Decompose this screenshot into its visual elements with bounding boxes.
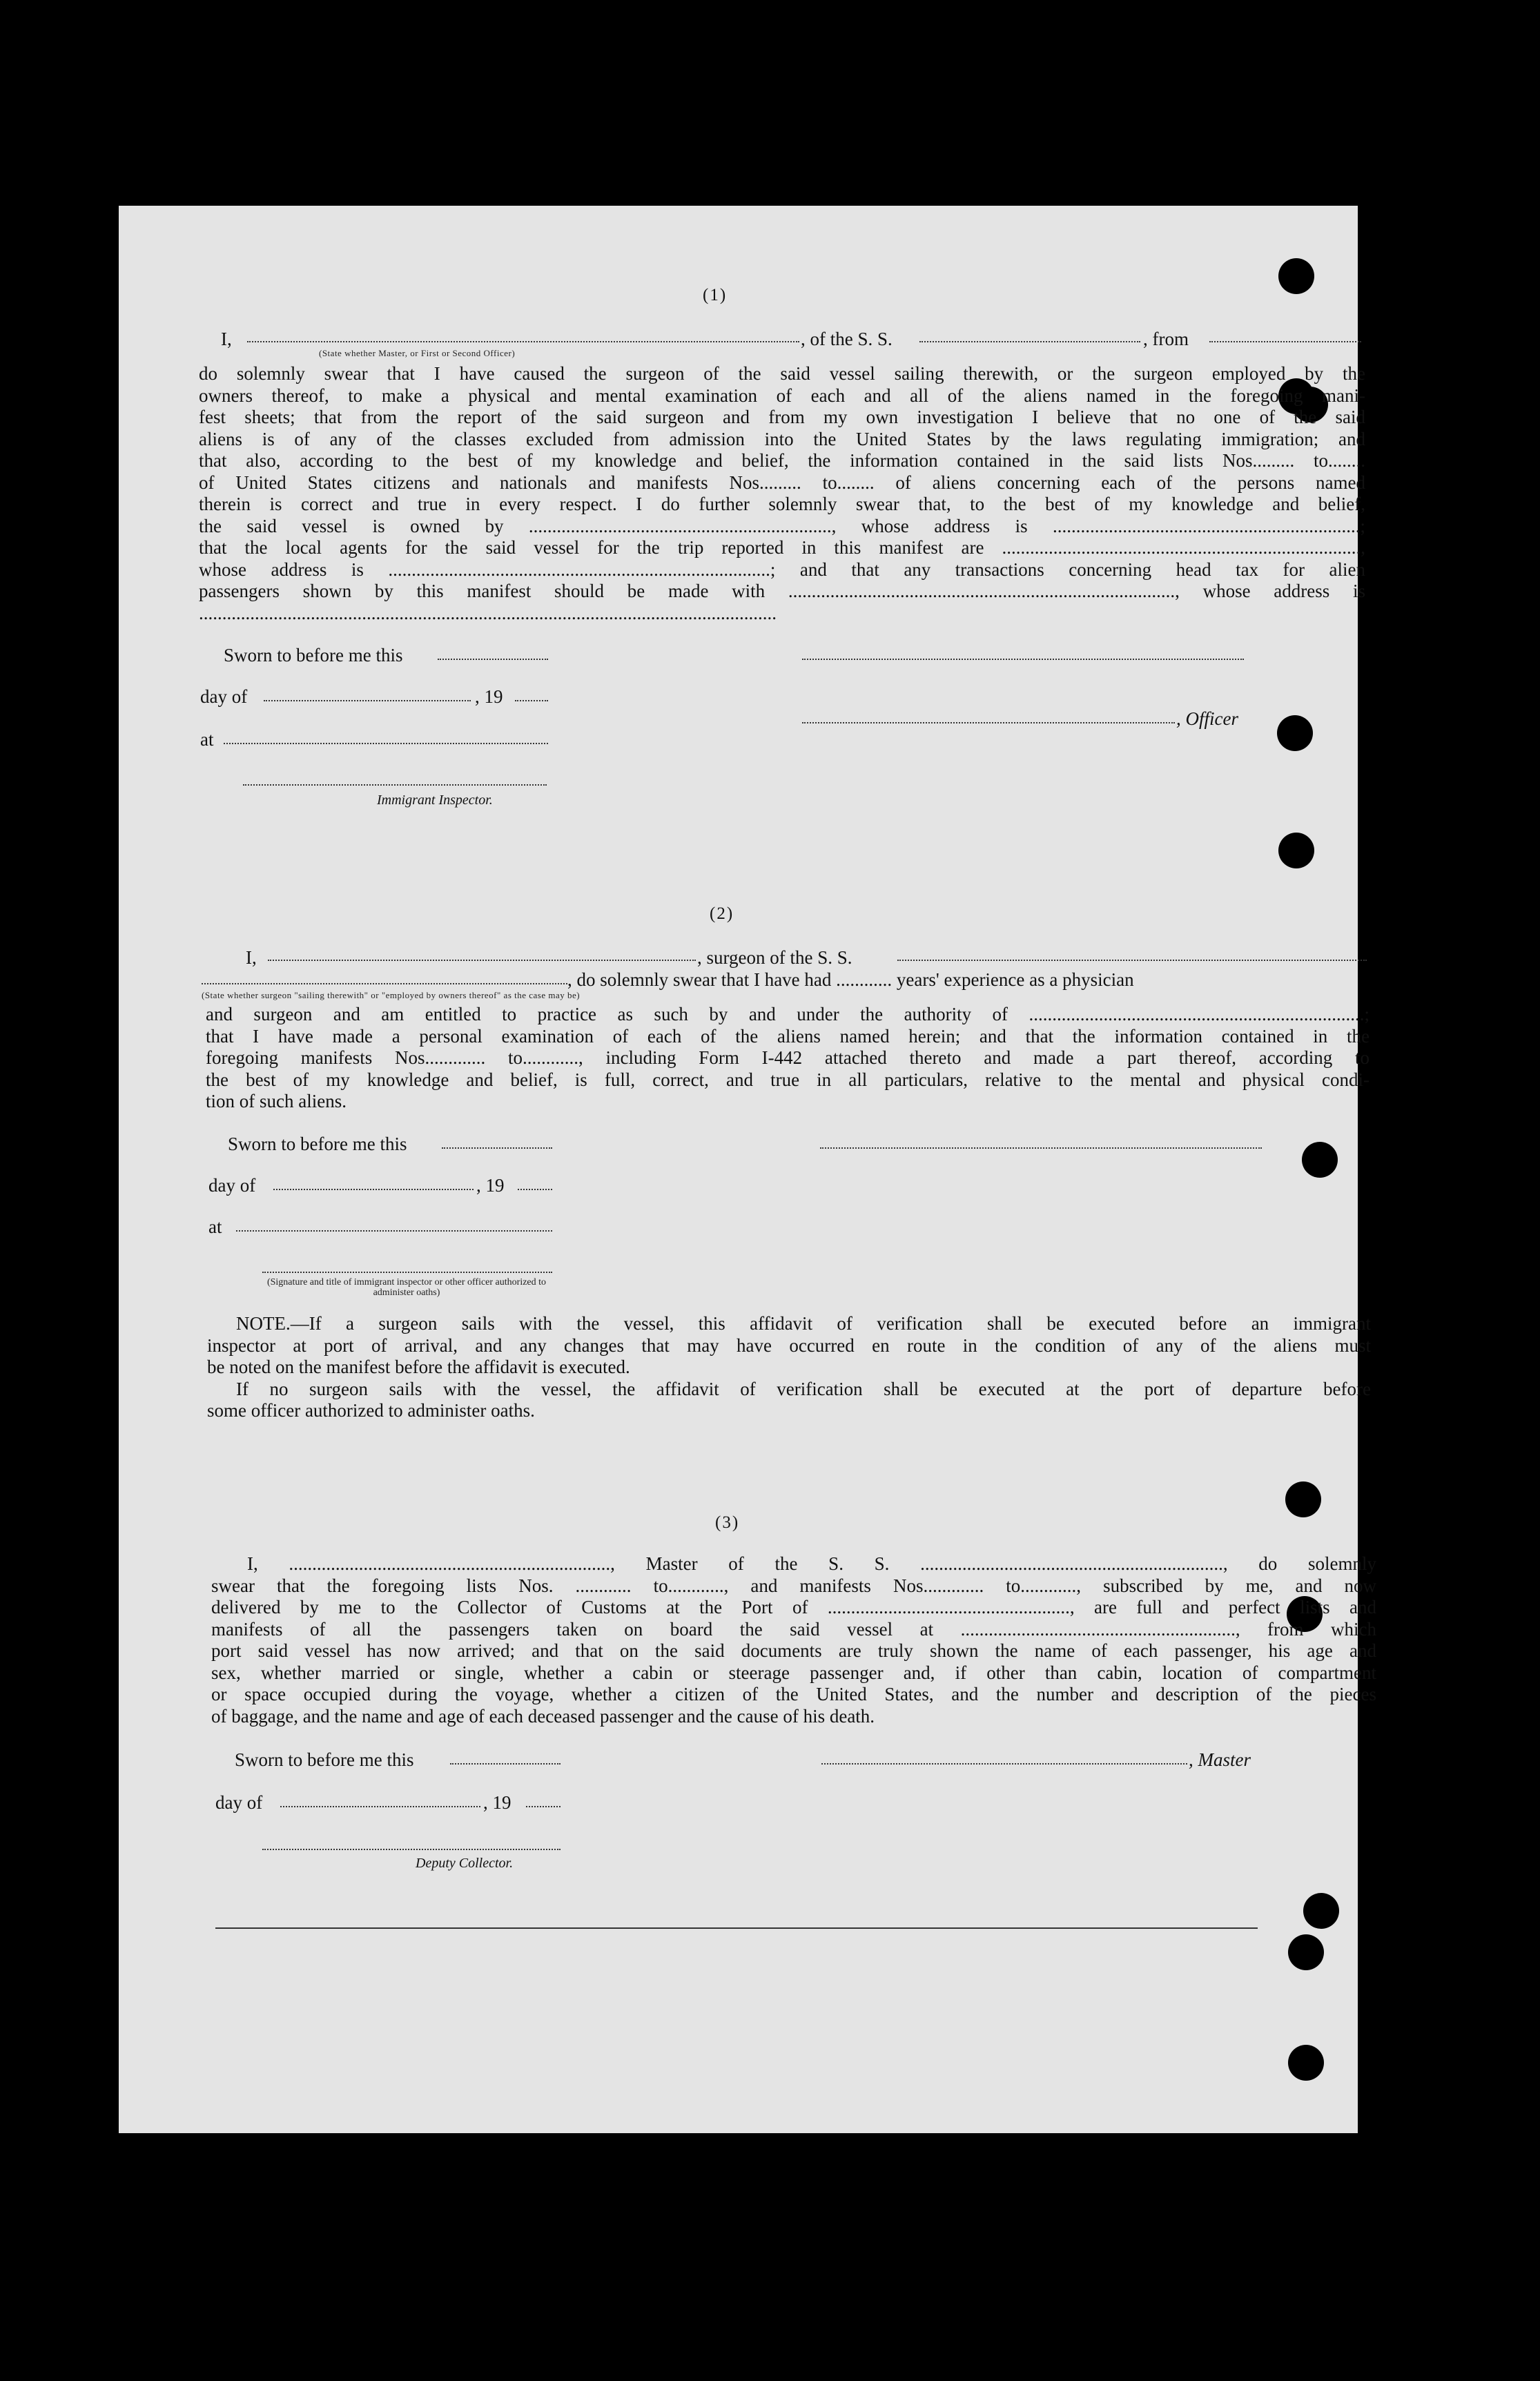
note-line: If no surgeon sails with the vessel, the affidavit of verification shall be executed at the port of departure before [236,1378,1371,1399]
section-1-paragraph [199,363,1365,624]
rank-caption: (State whether Master, or First or Second Officer) [319,348,516,358]
para-line: that I have made a personal examination of each of the aliens named herein; and that the information contained in the [206,1025,1370,1047]
section-2-officer-signature-line[interactable] [262,1272,552,1273]
para-line: I, ....................................................................., Master of the S. S. ................................................................., do solemnly [247,1553,1376,1574]
sworn-day-field[interactable] [442,1147,552,1149]
para-line: delivered by me to the Collector of Customs at the Port of ...................................................., are full and perfect lists and [211,1597,1376,1617]
section-3-paragraph [211,1553,1376,1727]
section-3-day-of: day of [215,1792,263,1813]
officer-label: , Officer [1176,708,1238,729]
section-2-line1-i: I, [246,947,257,968]
rank-field[interactable] [247,341,799,342]
para-line: owners thereof, to make a physical and mental examination of each and all of the aliens named in the foregoing mani- [199,385,1365,406]
day-of-field[interactable] [280,1806,480,1807]
punch-hole [1278,258,1314,294]
punch-hole [1288,2045,1324,2081]
section-2-year: , 19 [476,1175,505,1196]
section-2-line2: , do solemnly swear that I have had ............ years' experience as a physician [567,969,1134,990]
section-2-day-of: day of [208,1175,256,1196]
section-3-sworn: Sworn to before me this [235,1749,414,1770]
inspector-label: Immigrant Inspector. [377,793,493,808]
note-line: NOTE.—If a surgeon sails with the vessel, this affidavit of verification shall be executed before an immigrant [236,1313,1371,1334]
para-line: foregoing manifests Nos............. to............, including Form I-442 attached thereto and made a part thereof, according to [206,1047,1370,1068]
para-line: of United States citizens and nationals and manifests Nos......... to........ of aliens concerning each of the persons named [199,472,1365,493]
surgeon-status-field[interactable] [202,983,567,984]
note-line: some officer authorized to administer oaths. [207,1400,535,1421]
collector-signature-line[interactable] [262,1849,561,1850]
para-line: aliens is of any of the classes excluded from admission into the United States by the laws regulating immigration; and [199,428,1365,449]
section-1-sworn: Sworn to before me this [224,645,403,665]
para-line: fest sheets; that from the report of the said surgeon and from my own investigation I believe that no one of the said [199,407,1365,427]
collector-label: Deputy Collector. [416,1856,514,1871]
inspector-signature-line[interactable] [243,784,547,786]
master-label: , Master [1189,1749,1251,1770]
section-1-year: , 19 [475,686,503,707]
ship-name-field[interactable] [919,341,1140,342]
para-line: the said vessel is owned by ................................................................., whose address is ..................................................................; [199,515,1365,536]
note-line: inspector at port of arrival, and any changes that may have occurred en route in the condition of any of the aliens must [207,1334,1371,1356]
para-line: of baggage, and the name and age of each deceased passenger and the cause of his death. [211,1705,875,1727]
para-line: that the local agents for the said vessel for the trip reported in this manifest are ............................................................................., [199,537,1365,558]
para-line: whose address is ..................................................................................; and that any transactions concerning head tax for alien [199,558,1365,580]
para-line: therein is correct and true in every respect. I do further solemnly swear that, to the best of my knowledge and belief, [199,494,1365,514]
at-field[interactable] [236,1230,552,1232]
para-line: sex, whether married or single, whether a cabin or steerage passenger and, if other than cabin, location of compartment [211,1662,1376,1683]
day-of-field[interactable] [273,1189,474,1190]
form-page [119,206,1376,2133]
at-field[interactable] [224,743,548,744]
note-line: be noted on the manifest before the affidavit is executed. [207,1357,630,1377]
para-line: the best of my knowledge and belief, is full, correct, and true in all particulars, relative to the mental and physical condi- [206,1069,1370,1090]
year-field[interactable] [515,700,548,701]
section-1-at: at [200,729,214,750]
master-signature-line[interactable] [821,1763,1187,1765]
para-line: do solemnly swear that I have caused the surgeon of the said vessel sailing therewith, or the surgeon employed by the [199,363,1365,384]
section-1-day-of: day of [200,686,248,707]
bottom-rule [215,1927,1258,1929]
section-3-year: , 19 [483,1792,511,1813]
para-line: tion of such aliens. [206,1091,347,1111]
para-line: that also, according to the best of my knowledge and belief, the information contained in the said lists Nos......... to........ [199,450,1365,471]
surgeon-status-caption: (State whether surgeon "sailing therewith" or "employed by owners thereof" as the case may be) [202,990,581,1000]
section-1-ship-label: , of the S. S. [801,329,893,349]
section-2-at: at [208,1216,222,1237]
surgeon-ship-field[interactable] [897,960,1367,961]
section-2-surgeon-label: , surgeon of the S. S. [697,947,852,968]
sworn-day-field[interactable] [450,1763,561,1765]
section-1-signature-line[interactable] [802,659,1244,660]
section-2-number: (2) [710,904,734,923]
sworn-day-field[interactable] [438,659,548,660]
section-2-paragraph [206,1004,1370,1113]
surgeon-name-field[interactable] [268,960,696,961]
officer-signature-line[interactable] [802,722,1175,723]
note-block [207,1313,1371,1422]
para-line: or space occupied during the voyage, whether a citizen of the United States, and the number and description of the pieces [211,1684,1376,1704]
punch-hole [1277,715,1313,751]
para-line: ............................................................................................................................ [199,602,777,623]
section-2-sworn: Sworn to before me this [228,1134,407,1154]
year-field[interactable] [518,1189,552,1190]
punch-hole [1302,1142,1338,1178]
para-line: manifests of all the passengers taken on board the said vessel at ..........................................................., from which [211,1618,1376,1640]
section-1-line1-i: I, [221,329,232,349]
section-1-from-label: , from [1143,329,1189,349]
para-line: swear that the foregoing lists Nos. ............ to............, and manifests Nos............. to............, subscribed by me, and now [211,1575,1376,1596]
punch-hole [1303,1893,1339,1929]
punch-hole [1288,1934,1324,1970]
para-line: port said vessel has now arrived; and that on the said documents are truly shown the name of each passenger, his age and [211,1640,1376,1661]
section-3-number: (3) [715,1513,740,1532]
para-line: passengers shown by this manifest should be made with ..................................................................................., whose address is [199,581,1365,601]
day-of-field[interactable] [264,700,471,701]
section-2-signature-line[interactable] [820,1147,1262,1149]
section-1-number: (1) [703,286,728,304]
punch-hole [1278,833,1314,868]
from-port-field[interactable] [1209,341,1361,342]
para-line: and surgeon and am entitled to practice as such by and under the authority of ........................................................................; [206,1004,1370,1024]
year-field[interactable] [526,1806,561,1807]
punch-hole [1285,1481,1321,1517]
section-2-sig-caption: (Signature and title of immigrant inspector or other officer authorized to administer oaths) [266,1277,547,1298]
